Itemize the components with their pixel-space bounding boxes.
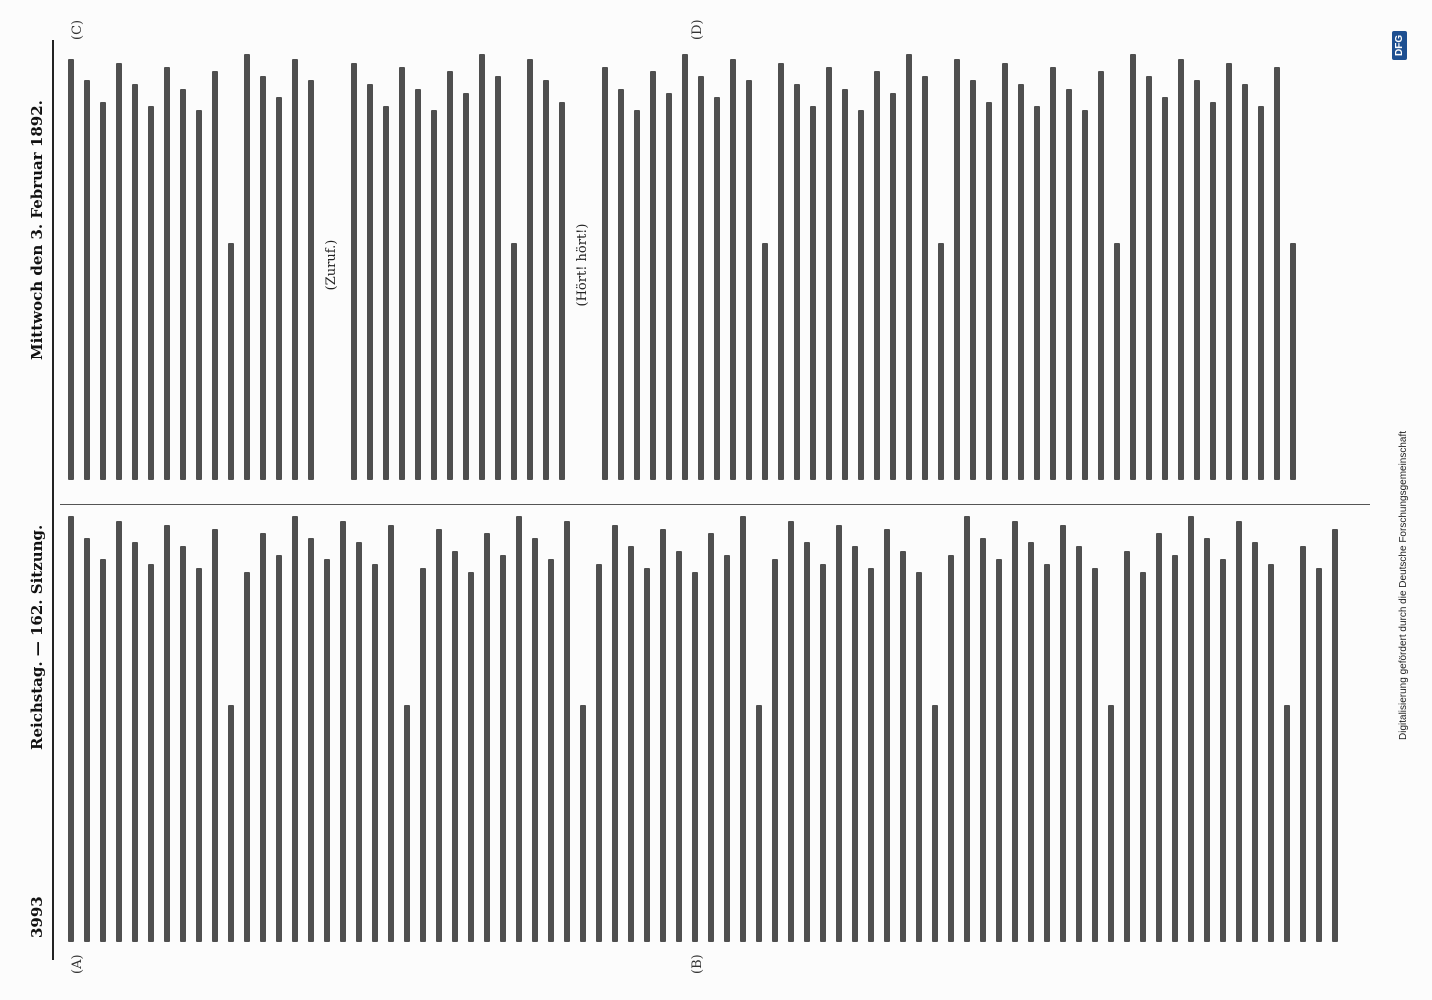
text-line (682, 54, 688, 480)
text-line (996, 559, 1002, 942)
left-text-column (68, 512, 1368, 942)
text-line (580, 706, 586, 943)
text-line (212, 72, 218, 481)
header-rule (52, 40, 54, 960)
text-line (500, 555, 506, 942)
text-line (612, 525, 618, 942)
text-line (842, 89, 848, 480)
text-line (495, 76, 501, 480)
text-line (484, 534, 490, 943)
text-line (68, 516, 74, 942)
text-line (351, 63, 357, 480)
text-line (1108, 706, 1114, 943)
text-line (1226, 63, 1232, 480)
text-line (1066, 89, 1072, 480)
text-line (1034, 106, 1040, 480)
text-line (367, 84, 373, 480)
text-line (100, 102, 106, 480)
text-line (746, 80, 752, 480)
text-line (794, 84, 800, 480)
text-line (1172, 555, 1178, 942)
text-line (970, 80, 976, 480)
text-line (1098, 72, 1104, 481)
text-line (1076, 546, 1082, 942)
text-line (868, 568, 874, 942)
text-line (260, 534, 266, 943)
text-line (650, 72, 656, 481)
text-line (180, 89, 186, 480)
text-line (532, 538, 538, 942)
text-line (308, 80, 314, 480)
text-line (810, 106, 816, 480)
text-line (1002, 63, 1008, 480)
text-line (698, 76, 704, 480)
right-text-block-3 (602, 50, 1296, 480)
text-line (559, 102, 565, 480)
text-line (1012, 521, 1018, 942)
text-line (1044, 564, 1050, 942)
text-line (954, 59, 960, 480)
text-line (906, 54, 912, 480)
dfg-logo: DFG (1392, 31, 1407, 60)
text-line (628, 546, 634, 942)
text-line (276, 97, 282, 480)
text-line (68, 59, 74, 480)
text-line (84, 80, 90, 480)
text-line (404, 706, 410, 943)
text-line (820, 564, 826, 942)
text-line (938, 244, 944, 481)
text-line (900, 551, 906, 942)
text-line (212, 529, 218, 942)
text-line (660, 529, 666, 942)
text-line (916, 572, 922, 942)
right-header: Mittwoch den 3. Februar 1892. (28, 100, 46, 360)
text-line (1300, 546, 1306, 942)
text-line (372, 564, 378, 942)
page-number: 3993 (28, 896, 46, 938)
right-text-block-1 (68, 50, 314, 480)
text-line (932, 706, 938, 943)
text-line (788, 521, 794, 942)
text-line (308, 538, 314, 942)
text-line (543, 80, 549, 480)
text-line (196, 568, 202, 942)
text-line (948, 555, 954, 942)
right-text-block-2 (351, 50, 565, 480)
text-line (804, 542, 810, 942)
text-line (479, 54, 485, 480)
margin-marker-b: (B) (690, 954, 705, 974)
text-line (756, 706, 762, 943)
text-line (511, 244, 517, 481)
text-line (772, 559, 778, 942)
text-line (1316, 568, 1322, 942)
text-line (100, 559, 106, 942)
text-line (874, 72, 880, 481)
text-line (676, 551, 682, 942)
text-line (244, 572, 250, 942)
text-line (644, 568, 650, 942)
text-line (116, 63, 122, 480)
text-line (383, 106, 389, 480)
text-line (1284, 706, 1290, 943)
text-line (1178, 59, 1184, 480)
text-line (980, 538, 986, 942)
left-header: Reichstag. — 162. Sitzung. (28, 524, 46, 750)
text-line (164, 67, 170, 480)
text-line (1050, 67, 1056, 480)
text-line (388, 525, 394, 942)
text-line (1242, 84, 1248, 480)
text-line (196, 110, 202, 480)
text-line (1140, 572, 1146, 942)
text-line (730, 59, 736, 480)
text-line (324, 559, 330, 942)
right-text-column (68, 50, 1368, 480)
text-line (634, 110, 640, 480)
text-line (180, 546, 186, 942)
text-line (1092, 568, 1098, 942)
text-line (890, 93, 896, 480)
text-line (596, 564, 602, 942)
text-line (356, 542, 362, 942)
text-line (884, 529, 890, 942)
text-line (1204, 538, 1210, 942)
text-line (826, 67, 832, 480)
text-line (228, 706, 234, 943)
text-line (1290, 244, 1296, 481)
text-line (148, 106, 154, 480)
text-line (340, 521, 346, 942)
text-line (1130, 54, 1136, 480)
text-line (447, 72, 453, 481)
text-line (1188, 516, 1194, 942)
text-line (1268, 564, 1274, 942)
text-line (1332, 529, 1338, 942)
running-header (28, 40, 50, 960)
text-line (778, 63, 784, 480)
text-line (164, 525, 170, 942)
text-line (852, 546, 858, 942)
text-line (415, 89, 421, 480)
text-line (463, 93, 469, 480)
text-line (1114, 244, 1120, 481)
text-line (436, 529, 442, 942)
text-line (260, 76, 266, 480)
text-line (708, 534, 714, 943)
text-line (452, 551, 458, 942)
interjection-1: (Zuruf.) (324, 239, 339, 291)
text-line (292, 59, 298, 480)
text-line (228, 244, 234, 481)
text-line (116, 521, 122, 942)
text-line (1146, 76, 1152, 480)
text-line (1252, 542, 1258, 942)
text-line (836, 525, 842, 942)
text-line (1162, 97, 1168, 480)
column-divider (60, 504, 1370, 505)
text-line (431, 110, 437, 480)
text-line (1220, 559, 1226, 942)
interjection-2: (Hört! hört!) (575, 223, 590, 307)
text-line (148, 564, 154, 942)
text-line (516, 516, 522, 942)
text-line (1258, 106, 1264, 480)
text-line (724, 555, 730, 942)
text-line (1236, 521, 1242, 942)
digitization-note: Digitalisierung gefördert durch die Deutsche Forschungsgemeinschaft (1398, 430, 1409, 740)
text-line (1210, 102, 1216, 480)
text-line (420, 568, 426, 942)
text-line (714, 97, 720, 480)
text-line (1274, 67, 1280, 480)
text-line (618, 89, 624, 480)
text-line (1018, 84, 1024, 480)
text-line (1156, 534, 1162, 943)
text-line (1194, 80, 1200, 480)
text-line (602, 67, 608, 480)
text-line (468, 572, 474, 942)
text-line (692, 572, 698, 942)
margin-marker-d: (D) (690, 19, 705, 40)
text-line (1028, 542, 1034, 942)
text-line (1124, 551, 1130, 942)
text-line (858, 110, 864, 480)
text-line (548, 559, 554, 942)
text-line (740, 516, 746, 942)
text-line (964, 516, 970, 942)
text-line (922, 76, 928, 480)
text-line (666, 93, 672, 480)
text-line (276, 555, 282, 942)
margin-marker-a: (A) (70, 954, 85, 974)
text-line (762, 244, 768, 481)
text-line (292, 516, 298, 942)
text-line (84, 538, 90, 942)
text-line (564, 521, 570, 942)
text-line (244, 54, 250, 480)
text-line (986, 102, 992, 480)
text-line (527, 59, 533, 480)
text-line (132, 542, 138, 942)
text-line (1082, 110, 1088, 480)
text-line (1060, 525, 1066, 942)
text-line (132, 84, 138, 480)
margin-marker-c: (C) (70, 19, 85, 40)
text-line (399, 67, 405, 480)
